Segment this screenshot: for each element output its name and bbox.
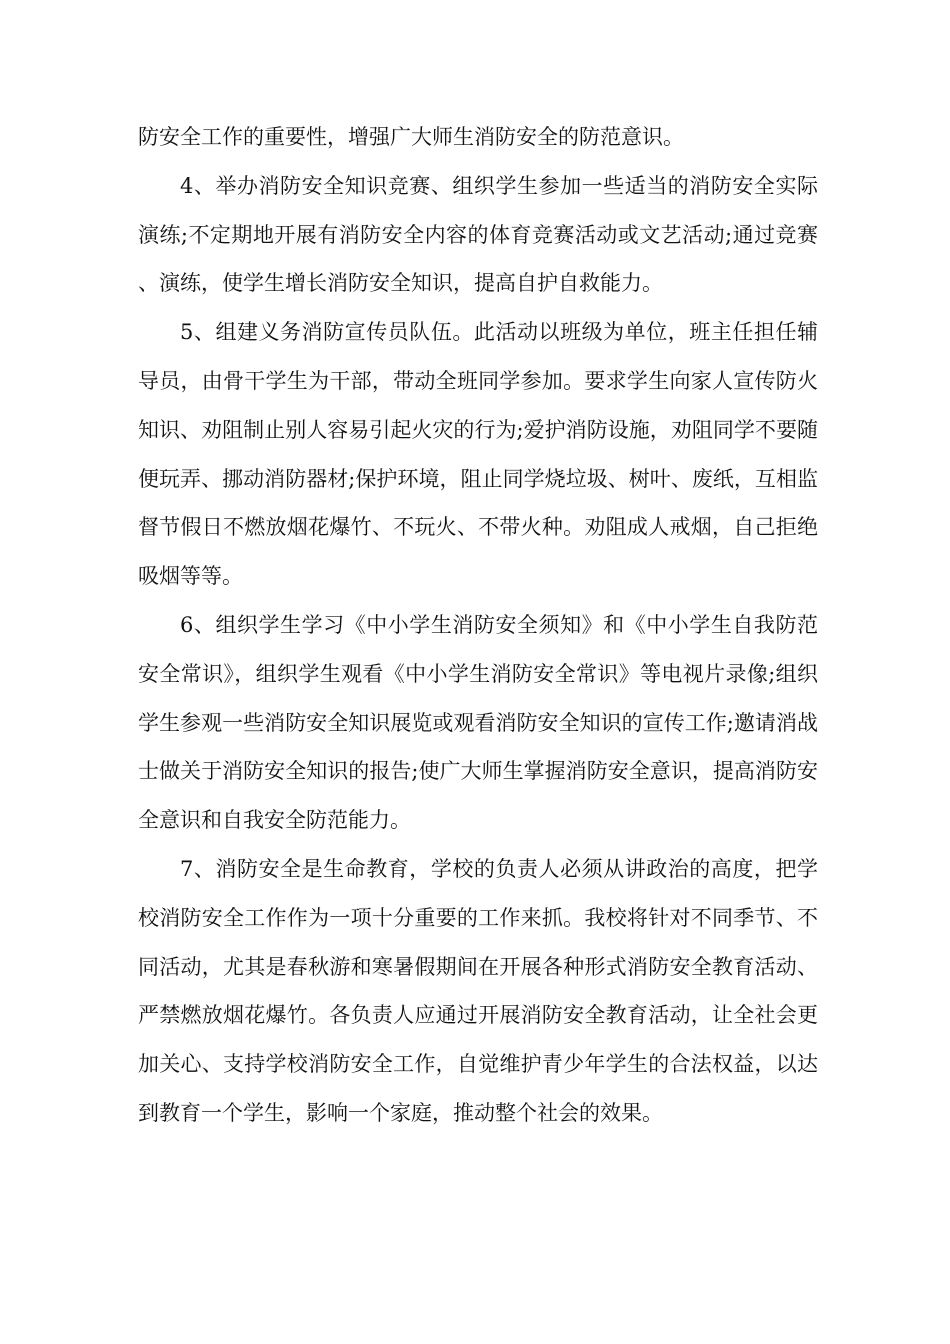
document-body: [138, 113, 818, 1138]
paragraph-item-7: 7、消防安全是生命教育，学校的负责人必须从讲政治的高度，把学校消防安全工作作为一项十分重要的工作来抓。我校将针对不同季节、不同活动，尤其是春秋游和寒暑假期间在开展各种形式消防安全教育活动、严禁燃放烟花爆竹。各负责人应通过开展消防安全教育活动，让全社会更加关心、支持学校消防安全工作，自觉维护青少年学生的合法权益，以达到教育一个学生，影响一个家庭，推动整个社会的效果。: [138, 856, 818, 1125]
paragraph-continuation: 防安全工作的重要性，增强广大师生消防安全的防范意识。: [138, 125, 684, 149]
paragraph-item-4: 4、举办消防安全知识竞赛、组织学生参加一些适当的消防安全实际演练;不定期地开展有消防安全内容的体育竞赛活动或文艺活动;通过竞赛、演练，使学生增长消防安全知识，提高自护自救能力。: [138, 173, 818, 296]
paragraph-item-5: 5、组建义务消防宣传员队伍。此活动以班级为单位，班主任担任辅导员，由骨干学生为干部，带动全班同学参加。要求学生向家人宣传防火知识、劝阻制止别人容易引起火灾的行为;爱护消防设施，劝阻同学不要随便玩弄、挪动消防器材;保护环境，阻止同学烧垃圾、树叶、废纸，互相监督节假日不燃放烟花爆竹、不玩火、不带火种。劝阻成人戒烟，自己拒绝吸烟等等。: [138, 320, 818, 589]
paragraph-item-6: 6、组织学生学习《中小学生消防安全须知》和《中小学生自我防范安全常识》，组织学生观看《中小学生消防安全常识》等电视片录像;组织学生参观一些消防安全知识展览或观看消防安全知识的宣传工作;邀请消战士做关于消防安全知识的报告;使广大师生掌握消防安全意识，提高消防安全意识和自我安全防范能力。: [138, 612, 818, 833]
